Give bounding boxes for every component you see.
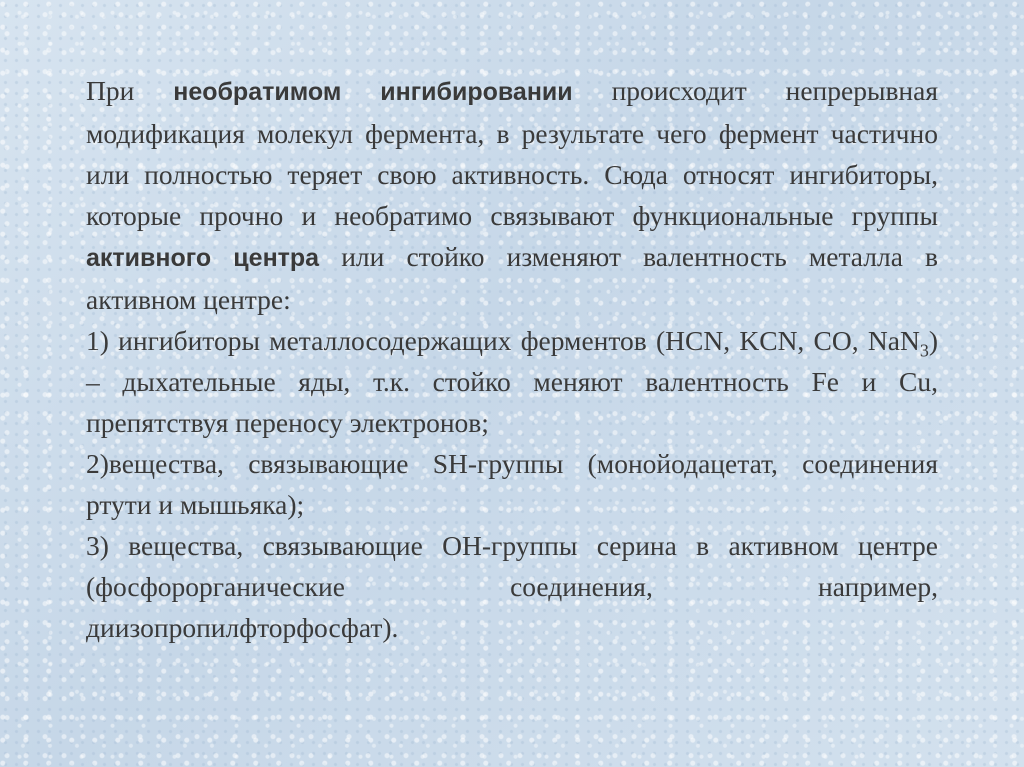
intro-paragraph [86,70,938,320]
term-active-center: активного центра [86,244,320,272]
intro-text-3: или стойко изменяют валентность металла в активном центре: [86,241,938,315]
intro-text-1: При [86,75,174,106]
list-item-3: 3) вещества, связывающие OH-группы серина в активном центре (фосфорорганические соединения, например, диизопропилфторфосфат). [86,530,938,643]
item-1-subscript: 3 [919,340,929,361]
intro-text-2: происходит непрерывная модификация молекул фермента, в результате чего фермент частично или полностью теряет свою активность. Сюда относят ингибиторы, которые прочно и необратимо связывают функциональные группы [86,75,938,231]
item-1-text-2: ) – дыхательные яды, т.к. стойко меняют валентность Fe и Cu, препятствуя переносу электронов; [86,325,938,438]
term-irreversible-inhibition: необратимом ингибировании [173,78,573,106]
item-1-text-1: 1) ингибиторы металлосодержащих ферментов (HCN, KCN, CO, NaN [86,325,920,356]
slide-text-block [86,70,938,648]
list-item-1 [86,320,938,443]
list-item-2: 2)вещества, связывающие SH-группы (монойодацетат, соединения ртути и мышьяка); [86,448,938,520]
